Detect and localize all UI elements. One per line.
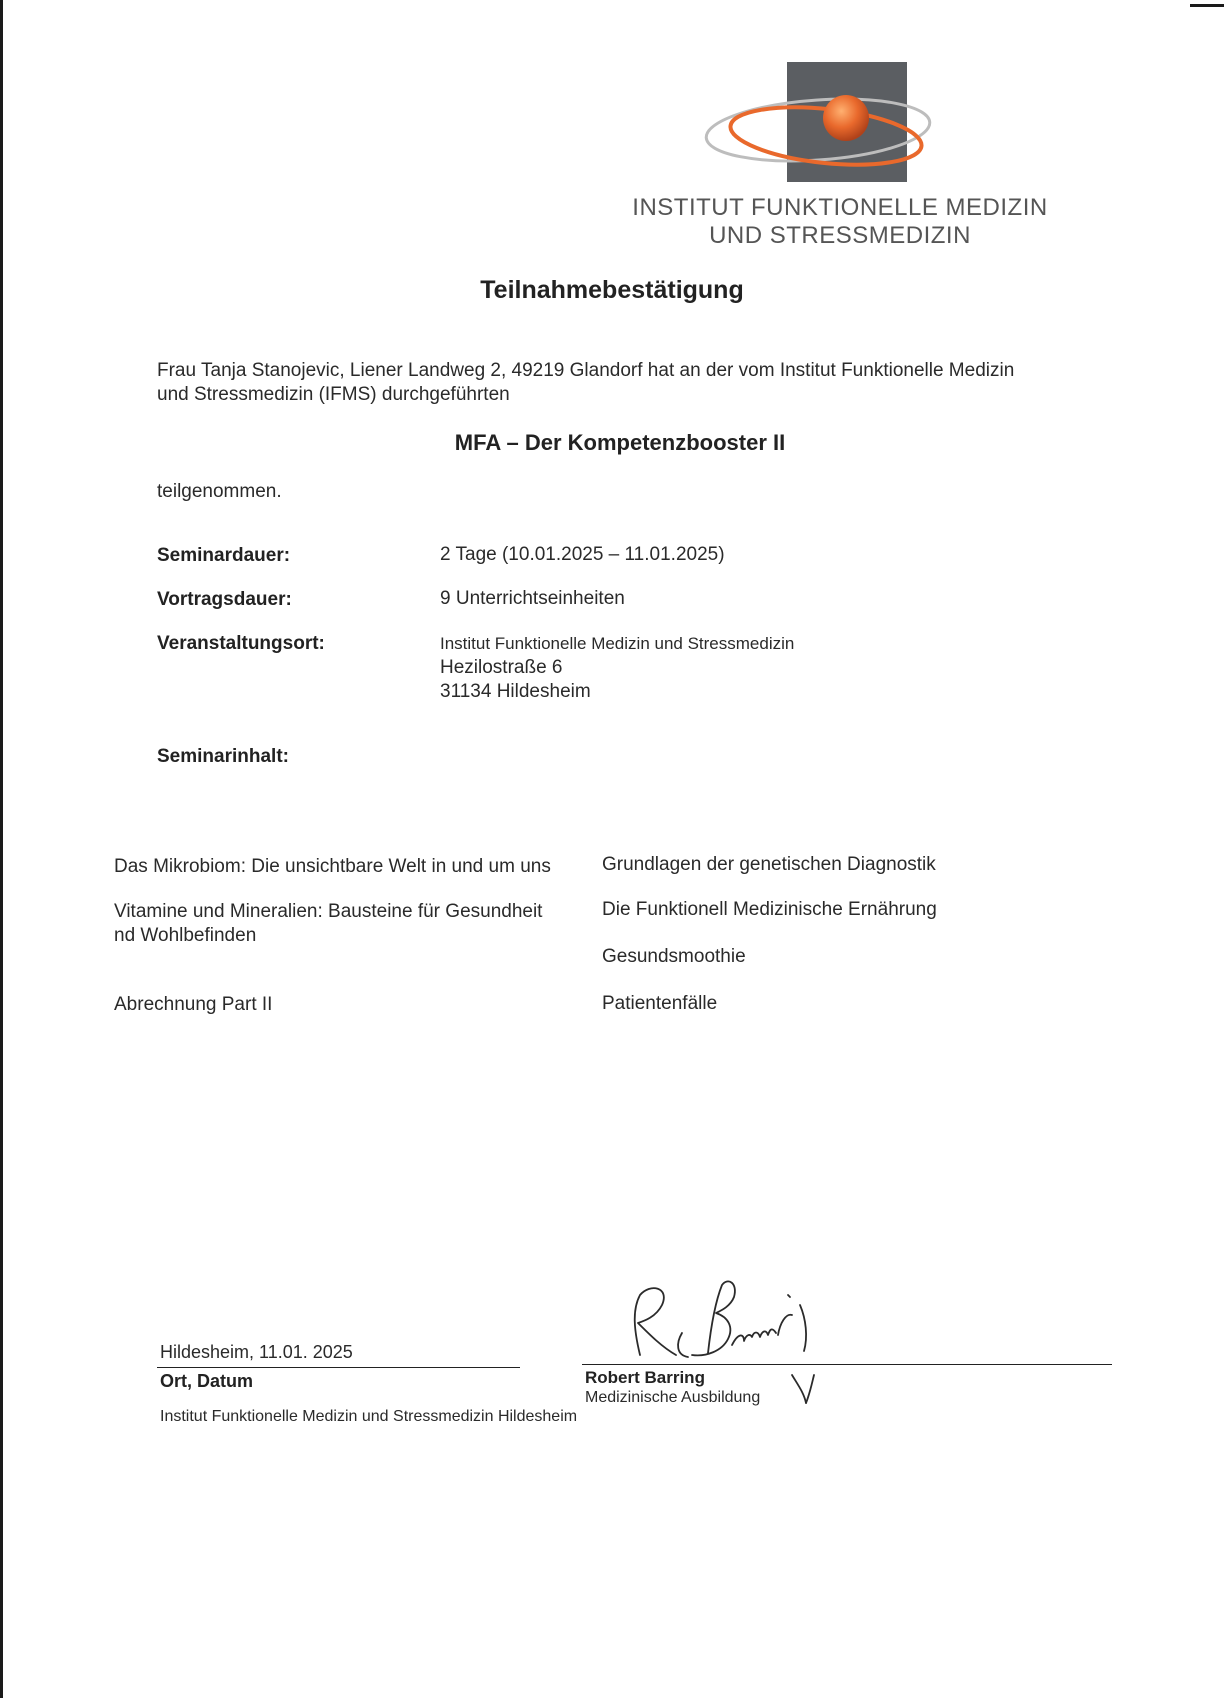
- venue-value: [440, 632, 794, 704]
- place-date: Hildesheim, 11.01. 2025: [160, 1342, 353, 1362]
- topic-item: Vitamine und Mineralien: Bausteine für Gesundheit: [114, 901, 543, 922]
- place-date-label: Ort, Datum: [160, 1371, 254, 1391]
- duration-label: Seminardauer:: [157, 545, 291, 566]
- topic-item: nd Wohlbefinden: [114, 925, 257, 946]
- topic-item: Gesundsmoothie: [602, 946, 746, 967]
- institute-name-line1: INSTITUT FUNKTIONELLE MEDIZIN: [632, 194, 1048, 221]
- venue-line2: Hezilostraße 6: [440, 657, 563, 678]
- institute-name-line2: UND STRESSMEDIZIN: [709, 222, 971, 249]
- scan-edge-mark: [1190, 4, 1224, 7]
- institute-name: [630, 194, 1050, 250]
- topic-item: Grundlagen der genetischen Diagnostik: [602, 854, 936, 875]
- content-label: Seminarinhalt:: [157, 746, 289, 767]
- document-title: Teilnahmebestätigung: [480, 276, 744, 304]
- lecture-value: 9 Unterrichtseinheiten: [440, 588, 625, 609]
- participation-text: teilgenommen.: [157, 481, 282, 502]
- topic-item: Die Funktionell Medizinische Ernährung: [602, 899, 937, 920]
- orbit-sphere-logo-icon: [700, 62, 940, 182]
- intro-line1: Frau Tanja Stanojevic, Liener Landweg 2, 49219 Glandorf hat an der vom Institut Funktionelle Medizin: [157, 360, 1015, 381]
- scan-edge-left: [0, 0, 3, 1698]
- signer-role: Medizinische Ausbildung: [585, 1389, 761, 1406]
- venue-line3: 31134 Hildesheim: [440, 681, 591, 702]
- lecture-label: Vortragsdauer:: [157, 589, 292, 610]
- intro-line2: und Stressmedizin (IFMS) durchgeführten: [157, 384, 510, 405]
- footer-institute: Institut Funktionelle Medizin und Stressmedizin Hildesheim: [160, 1408, 578, 1425]
- topic-item: Das Mikrobiom: Die unsichtbare Welt in und um uns: [114, 856, 551, 877]
- place-date-line: [157, 1367, 520, 1368]
- topic-item: Abrechnung Part II: [114, 994, 273, 1015]
- venue-label: Veranstaltungsort:: [157, 633, 325, 654]
- intro-paragraph: [157, 359, 1097, 407]
- handwritten-signature: [610, 1275, 830, 1410]
- duration-value: 2 Tage (10.01.2025 – 11.01.2025): [440, 544, 725, 565]
- topic-item: Patientenfälle: [602, 993, 718, 1014]
- course-title: MFA – Der Kompetenzbooster II: [454, 430, 786, 455]
- venue-line1: Institut Funktionelle Medizin und Stressmedizin: [440, 634, 795, 653]
- signer-name: Robert Barring: [585, 1368, 705, 1387]
